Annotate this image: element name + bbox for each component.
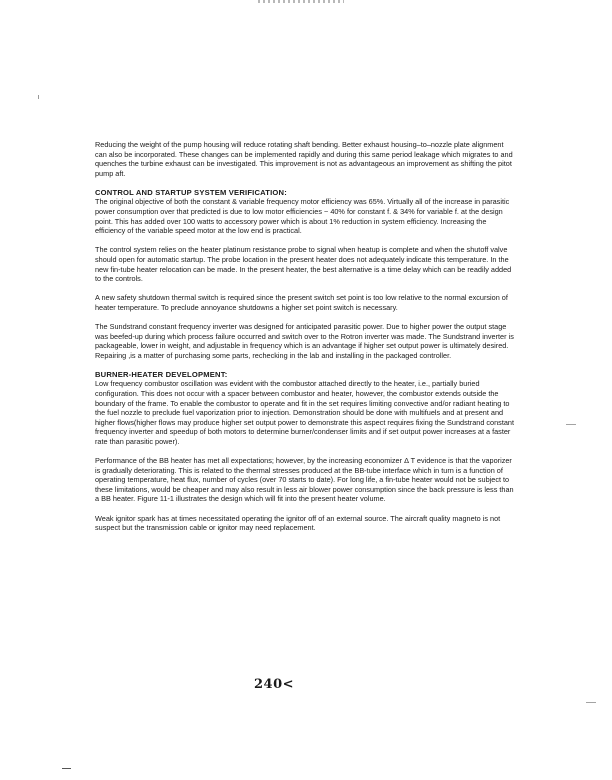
paragraph-ignitor: Weak ignitor spark has at times necessitated operating the ignitor off of an external source. The aircraft quality magneto is not suspect but the transmission cable or ignitor may need replacement. xyxy=(95,513,501,533)
page-number: 240< xyxy=(254,677,295,692)
section-heading-control-startup: CONTROL AND STARTUP SYSTEM VERIFICATION: xyxy=(95,187,287,197)
document-body xyxy=(95,140,515,542)
paragraph-bb-heater: Performance of the BB heater has met all expectations; however, by the increasing economizer Δ T evidence is that the vaporizer is gradually deteriorating. This is related to the thermal stresses produced at the BB-tube interface which in turn is a function of operating temperature, heat flux, number of cycles (over 70 starts to date). For long life, a fin-tube heater would not be subject to these limitations, would be cheaper and may also result in less air blower power consumption since the back pressure is less than a BB heater. Figure 11-1 illustrates the design which will fit into the present heater volume. xyxy=(95,456,514,504)
paragraph-thermal-switch: A new safety shutdown thermal switch is required since the present switch set point is too low relative to the normal excursion of heater temperature. To preclude annoyance shutdowns a higher set point switch is necessary. xyxy=(95,293,508,312)
margin-mark xyxy=(566,424,576,425)
section-heading-burner-heater: BURNER-HEATER DEVELOPMENT: xyxy=(95,369,228,379)
margin-mark xyxy=(586,702,596,703)
paragraph-motor-efficiency: The original objective of both the constant & variable frequency motor efficiency was 65%. Virtually all of the increase in parasitic power consumption over that predicted is due to low motor efficiencies ~ 40% for constant f. & 34% for variable f. at the design point. This has added over 100 watts to accessory power which is about 1% reduction in system efficiency. Increasing the efficiency of the variable speed motor at the low end is practical. xyxy=(95,197,510,236)
scan-artifact xyxy=(258,0,344,3)
paragraph-control-probe: The control system relies on the heater platinum resistance probe to signal when heatup is complete and when the shutoff valve should open for automatic startup. The probe location in the present heater does not adequately indicate this temperature. In the new fin-tube heater relocation can be made. In the present heater, the best alternative is a time delay which can be readily added to the controls. xyxy=(95,245,512,284)
scan-artifact xyxy=(62,768,71,769)
paragraph-pump-housing: Reducing the weight of the pump housing will reduce rotating shaft bending. Better exhaust housing–to–nozzle plate alignment can also be incorporated. These changes can be implemented rapidly and during this same period leakage which migrates to and quenches the turbine exhaust can be investigated. This improvement is not as advantageous an improvement as shifting the pitot pump aft. xyxy=(95,140,513,178)
paragraph-combustor-oscillation: Low frequency combustor oscillation was evident with the combustor attached directly to the heater, i.e., partially buried configuration. This does not occur with a spacer between combustor and heater, however, the combustor extends outside the boundary of the frame. To enable the combustor to operate and fit in the set requires limiting convective and/or radiant heating to the fuel nozzle to preclude fuel vaporization prior to injection. Demonstration should be done with multifuels and at present and higher flows(higher flows may produce higher set output power to demonstrate this aspect requires fixing the Sundstrand constant frequency inverter and speedup of both motors to determine burner/condenser limits and if set output power increases at a faster rate than parasitic power). xyxy=(95,379,514,446)
scan-artifact xyxy=(38,95,39,99)
paragraph-inverter: The Sundstrand constant frequency inverter was designed for anticipated parasitic power. Due to higher power the output stage was beefed-up during which process failure occurred and switch over to the Rotron inverter was made. The Sundstrand inverter is packageable, lower in weight, and adjustable in frequency which is an advantage if higher set output power is ultimately desired. Repairing ,is a matter of purchasing some parts, rechecking in the lab and installing in the packaged controller. xyxy=(95,321,514,360)
